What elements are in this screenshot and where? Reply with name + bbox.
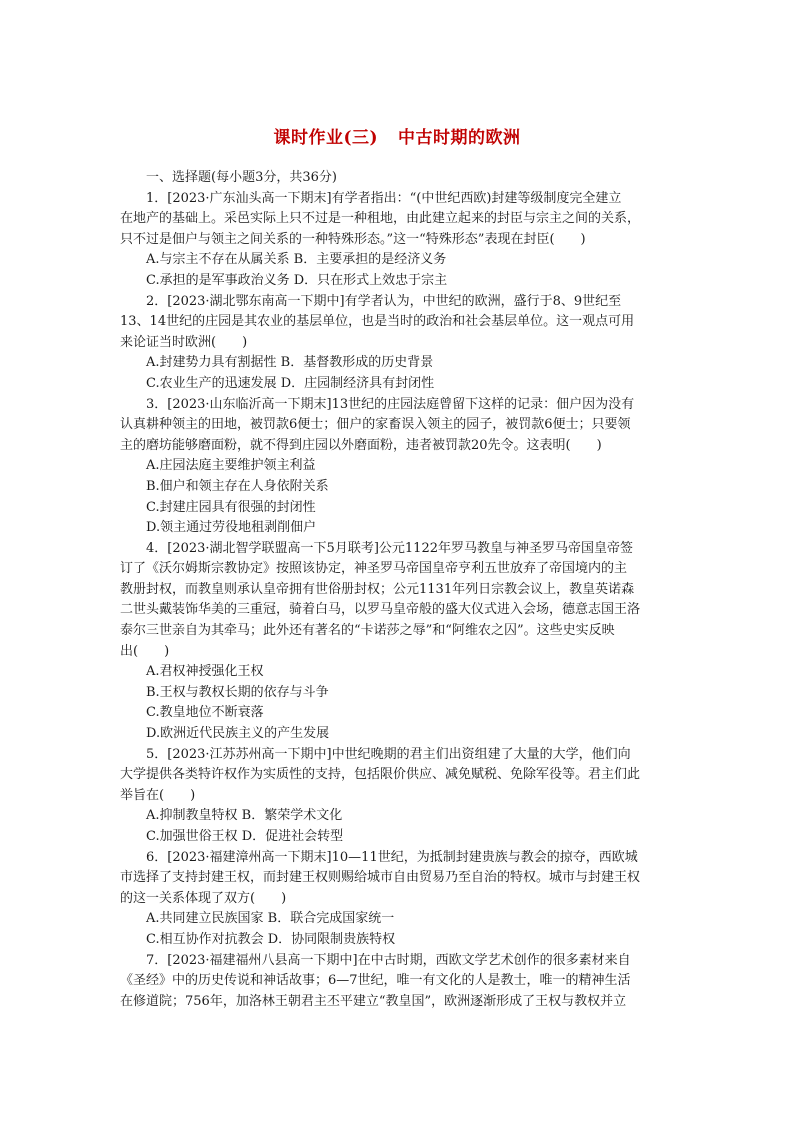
answer-option: A.庄园法庭主要维护领主利益 [146,458,316,474]
question-stem-line: 7．[2023·福建福州八县高一下期中]在中古时期，西欧文学艺术创作的很多素材来自 [146,952,631,968]
question-2 [120,292,674,395]
question-stem-line: 13、14世纪的庄园是其农业的基层单位，也是当时的政治和社会基层单位。这一观点可用 [120,314,635,330]
question-stem-line: 的这一关系体现了双方( ) [120,890,287,906]
question-stem-line: 1．[2023·广东汕头高一下期末]有学者指出：“(中世纪西欧)封建等级制度完全建立 [146,190,622,206]
question-stem-line: 订了《沃尔姆斯宗教协定》按照该协定，神圣罗马帝国皇帝亨利五世放弃了帝国境内的主 [120,561,628,577]
document-body [120,168,674,1012]
question-stem-line: 二世头戴装饰华美的三重冠，骑着白马，以罗马皇帝般的盛大仪式进入会场，德意志国王洛 [120,602,641,618]
answer-option: C.封建庄园具有很强的封闭性 [146,499,316,515]
question-stem-line: 6．[2023·福建漳州高一下期末]10—11世纪，为抵制封建贵族与教会的掠夺，西欧城 [146,849,638,865]
question-stem-line: 举旨在( ) [120,787,196,803]
question-stem-line: 只不过是佃户与领主之间关系的一种特殊形态。”这一“特殊形态”表现在封臣( ) [120,231,586,247]
title-part-2: 中古时期的欧洲 [398,128,521,148]
question-stem-line: 《圣经》中的历史传说和神话故事；6—7世纪，唯一有文化的人是教士，唯一的精神生活 [120,973,631,989]
question-stem-line: 来论证当时欧洲( ) [120,334,248,350]
question-6 [120,848,674,951]
question-4 [120,539,674,745]
answer-option: D.欧洲近代民族主义的产生发展 [146,726,330,742]
question-7 [120,951,674,1013]
question-3 [120,395,674,539]
answer-option: C.农业生产的迅速发展 D．庄园制经济具有封闭性 [146,375,435,391]
question-stem-line: 在修道院；756年，加洛林王朝君主丕平建立“教皇国”，欧洲逐渐形成了王权与教权并立 [120,993,627,1009]
question-stem-line: 泰尔三世亲自为其牵马；此外还有著名的“卡诺莎之辱”和“阿维农之囚”。这些史实反映 [120,623,615,639]
answer-option: A.抑制教皇特权 B．繁荣学术文化 [146,808,343,824]
answer-option: D.领主通过劳役地租剥削佃户 [146,520,317,536]
answer-option: C.相互协作对抗教会 D．协同限制贵族特权 [146,931,396,947]
answer-option: B.王权与教权长期的依存与斗争 [146,684,329,700]
answer-option: A.共同建立民族国家 B．联合完成国家统一 [146,911,395,927]
answer-option: A.与宗主不存在从属关系 B．主要承担的是经济义务 [146,252,447,268]
answer-option: A.封建势力具有割据性 B．基督教形成的历史背景 [146,355,434,371]
question-stem-line: 5．[2023·江苏苏州高一下期中]中世纪晚期的君主们出资组建了大量的大学，他们向 [146,746,631,762]
question-stem-line: 在地产的基础上。采邑实际上只不过是一种租地，由此建立起来的封臣与宗主之间的关系， [120,211,641,227]
title-part-1: 课时作业(三) [273,128,379,148]
question-5 [120,745,674,848]
page-title [0,123,794,148]
question-stem-line: 3．[2023·山东临沂高一下期末]13世纪的庄园法庭曾留下这样的记录：佃户因为没有 [146,396,635,412]
question-stem-line: 4．[2023·湖北智学联盟高一下5月联考]公元1122年罗马教皇与神圣罗马帝国皇帝签 [146,540,633,556]
question-stem-line: 市选择了支持封建王权，而封建王权则赐给城市自由贸易乃至自治的特权。城市与封建王权 [120,870,641,886]
question-stem-line: 2．[2023·湖北鄂东南高一下期中]有学者认为，中世纪的欧洲，盛行于8、9世纪至 [146,293,622,309]
answer-option: C.教皇地位不断衰落 [146,705,264,721]
question-1 [120,189,674,292]
question-stem-line: 出( ) [120,643,170,659]
answer-option: B.佃户和领主存在人身依附关系 [146,478,329,494]
question-stem-line: 教册封权，而教皇则承认皇帝拥有世俗册封权；公元1131年列日宗教会议上，教皇英诺森 [120,581,635,597]
question-stem-line: 认真耕种领主的田地，被罚款6便士；佃户的家畜误入领主的园子，被罚款6便士；只要领 [120,417,631,433]
section-heading: 一、选择题(每小题3分，共36分) [146,170,337,185]
question-stem-line: 主的磨坊能够磨面粉，就不得到庄园以外磨面粉，违者被罚款20先令。这表明( ) [120,437,602,453]
answer-option: C.加强世俗王权 D．促进社会转型 [146,829,344,844]
answer-option: A.君权神授强化王权 [146,664,264,680]
question-stem-line: 大学提供各类特许权作为实质性的支持，包括限价供应、减免赋税、免除军役等。君主们此 [120,767,641,783]
answer-option: C.承担的是军事政治义务 D．只在形式上效忠于宗主 [146,272,448,288]
